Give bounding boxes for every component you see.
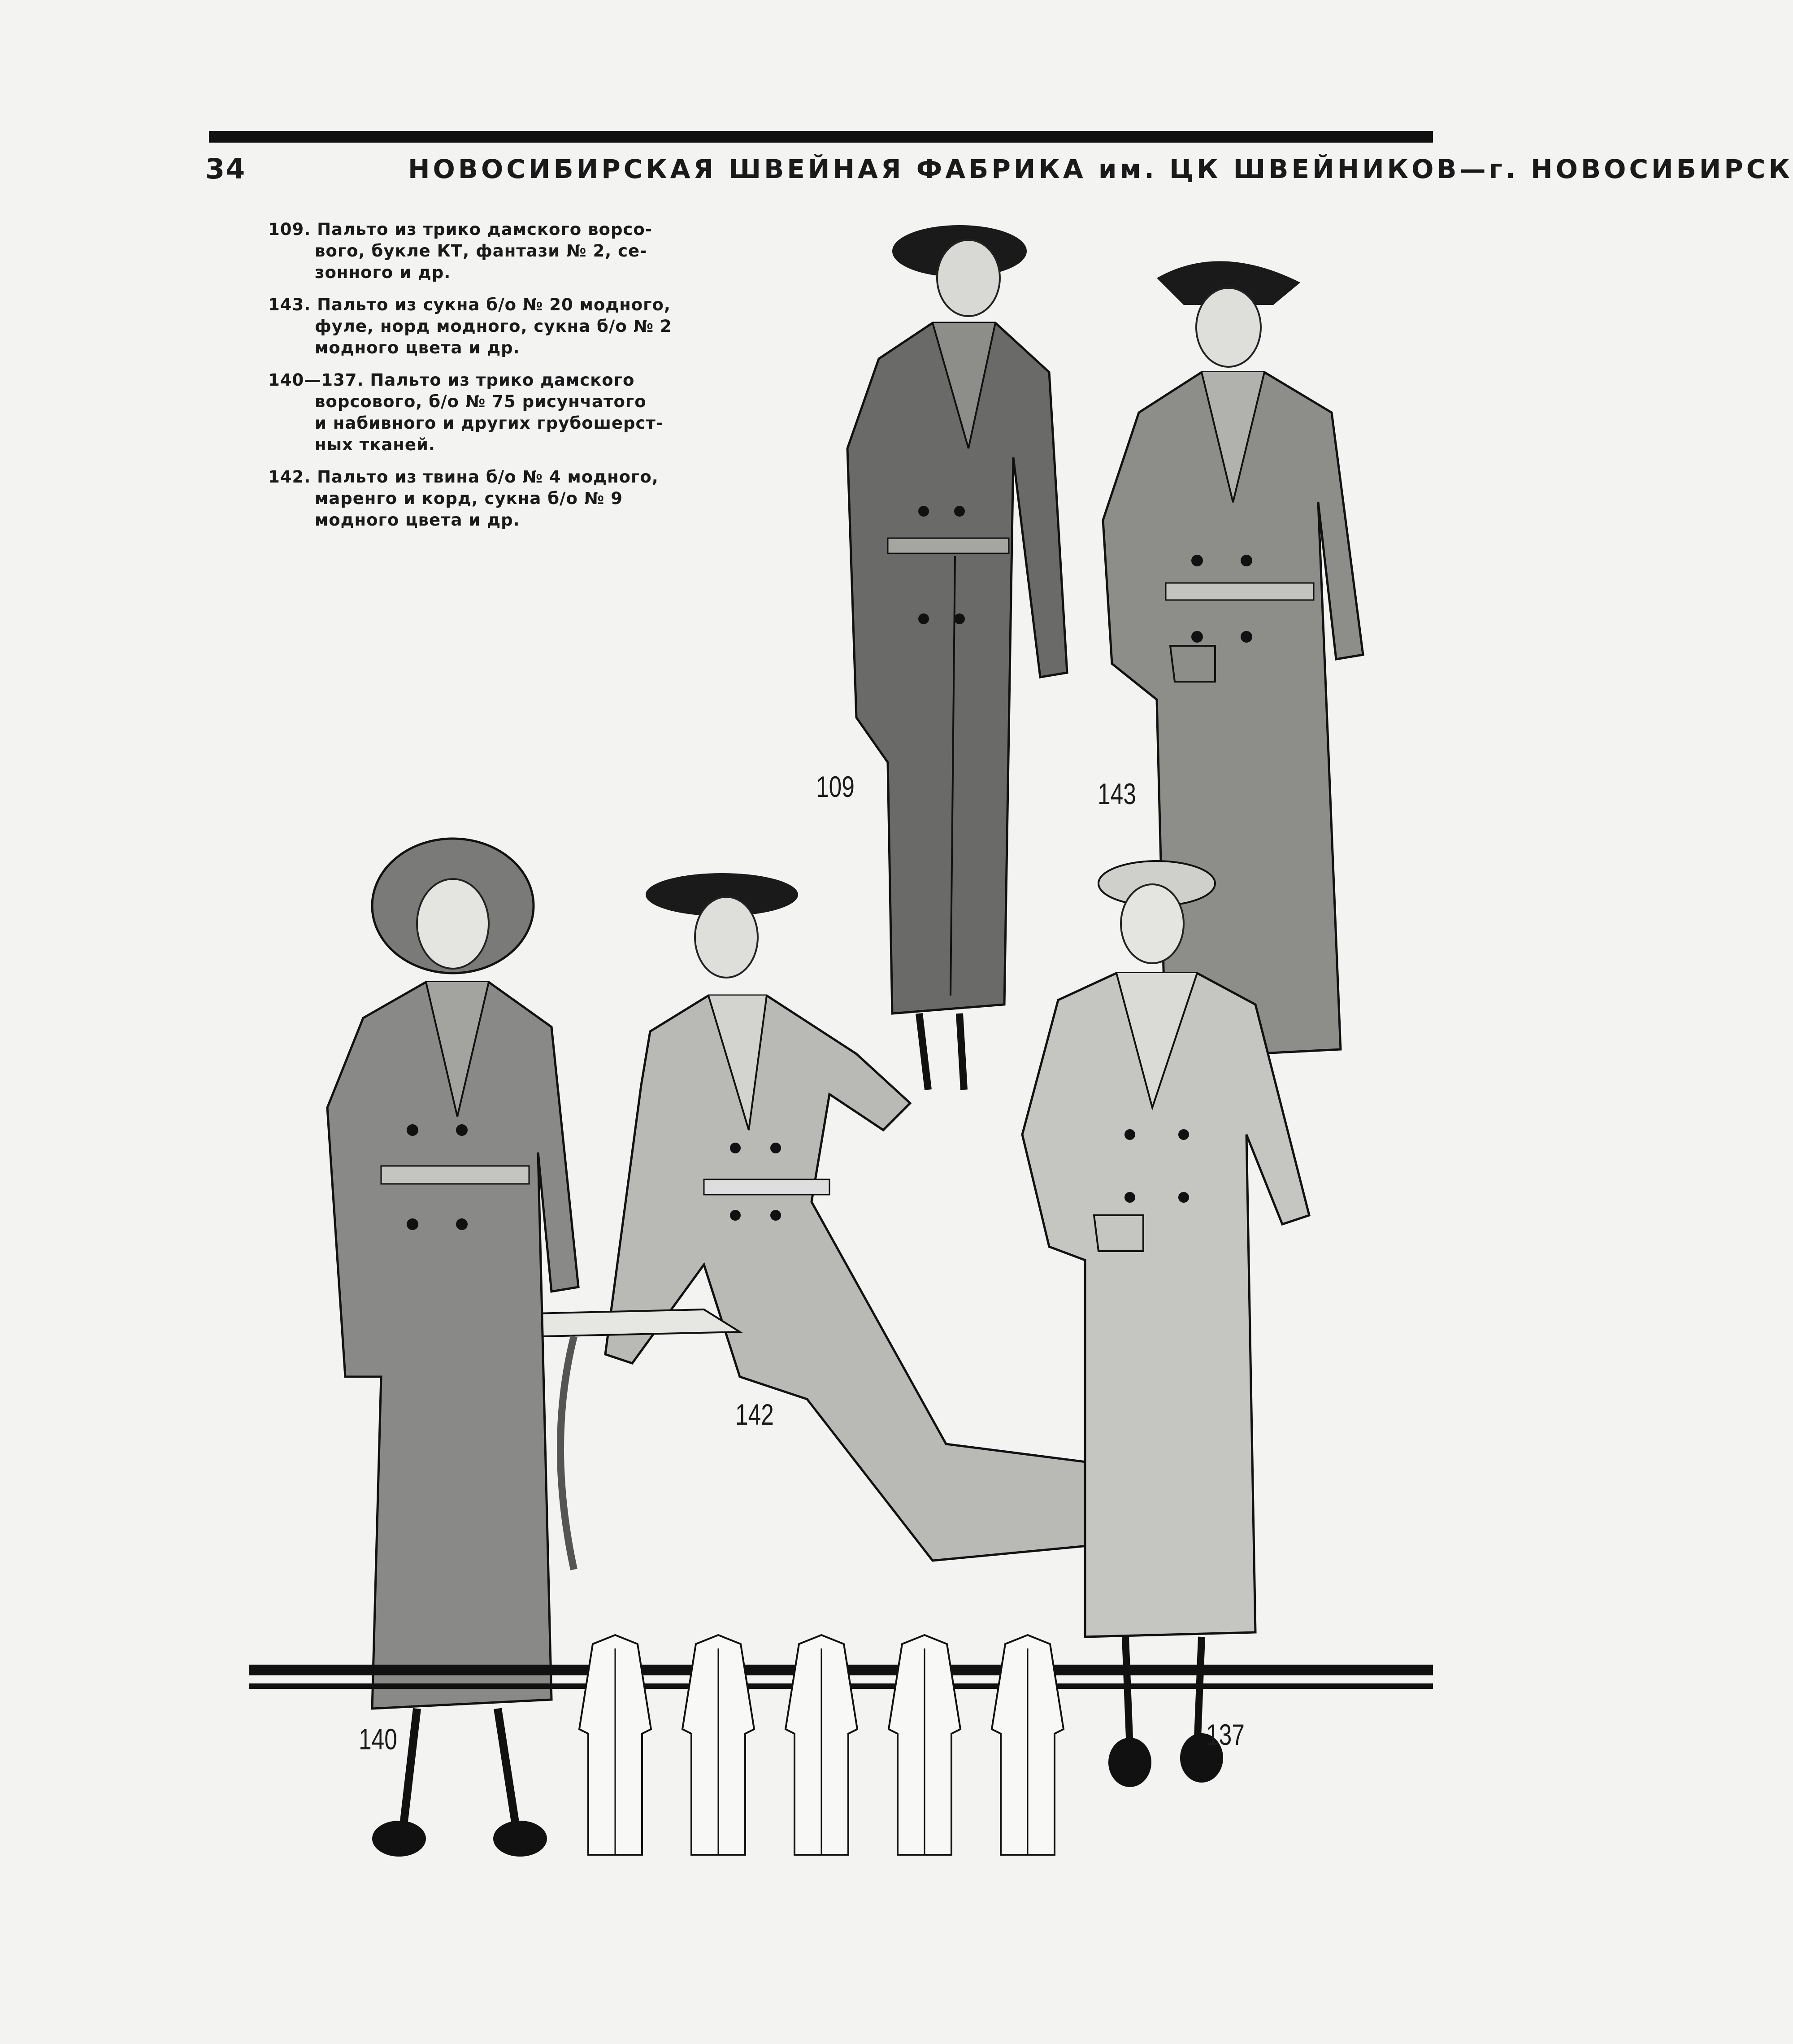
caption-line: и набивного и других грубошерст- — [315, 413, 664, 433]
caption-line: маренго и корд, сукна б/о № 9 — [315, 489, 623, 508]
caption-line: 142. Пальто из твина б/о № 4 модного, — [268, 467, 659, 487]
caption-line: 140—137. Пальто из трико дамского — [268, 370, 635, 390]
model-number-140: 140 — [359, 1722, 397, 1756]
caption-140-137 — [268, 370, 672, 456]
caption-line: 143. Пальто из сукна б/о № 20 модного, — [268, 295, 671, 314]
model-number-142: 142 — [735, 1398, 774, 1431]
caption-143 — [268, 294, 672, 359]
caption-list — [268, 219, 672, 542]
caption-142 — [268, 466, 672, 531]
caption-line: фуле, норд модного, сукна б/о № 2 — [315, 317, 672, 336]
caption-line: вого, букле КТ, фантази № 2, се- — [315, 241, 647, 261]
caption-line: модного цвета и др. — [315, 510, 520, 530]
model-number-143: 143 — [1098, 777, 1136, 810]
caption-line: зонного и др. — [315, 263, 451, 282]
caption-line: ных тканей. — [315, 435, 435, 454]
page-number: 34 — [205, 152, 246, 185]
caption-line: модного цвета и др. — [315, 338, 520, 357]
caption-109 — [268, 219, 672, 283]
caption-line: 109. Пальто из трико дамского ворсо- — [268, 220, 653, 239]
caption-line: ворсового, б/о № 75 рисунчатого — [315, 392, 647, 411]
model-number-137: 137 — [1206, 1718, 1245, 1751]
top-rule — [209, 131, 1433, 143]
running-head: НОВОСИБИРСКАЯ ШВЕЙНАЯ ФАБРИКА им. ЦК ШВЕЙНИКОВ—г. НОВОСИБИРСК — [408, 154, 1793, 184]
model-number-109: 109 — [816, 770, 855, 803]
coat-flat-drawings — [566, 1631, 1097, 1864]
figure-140-illustration — [265, 839, 578, 1866]
